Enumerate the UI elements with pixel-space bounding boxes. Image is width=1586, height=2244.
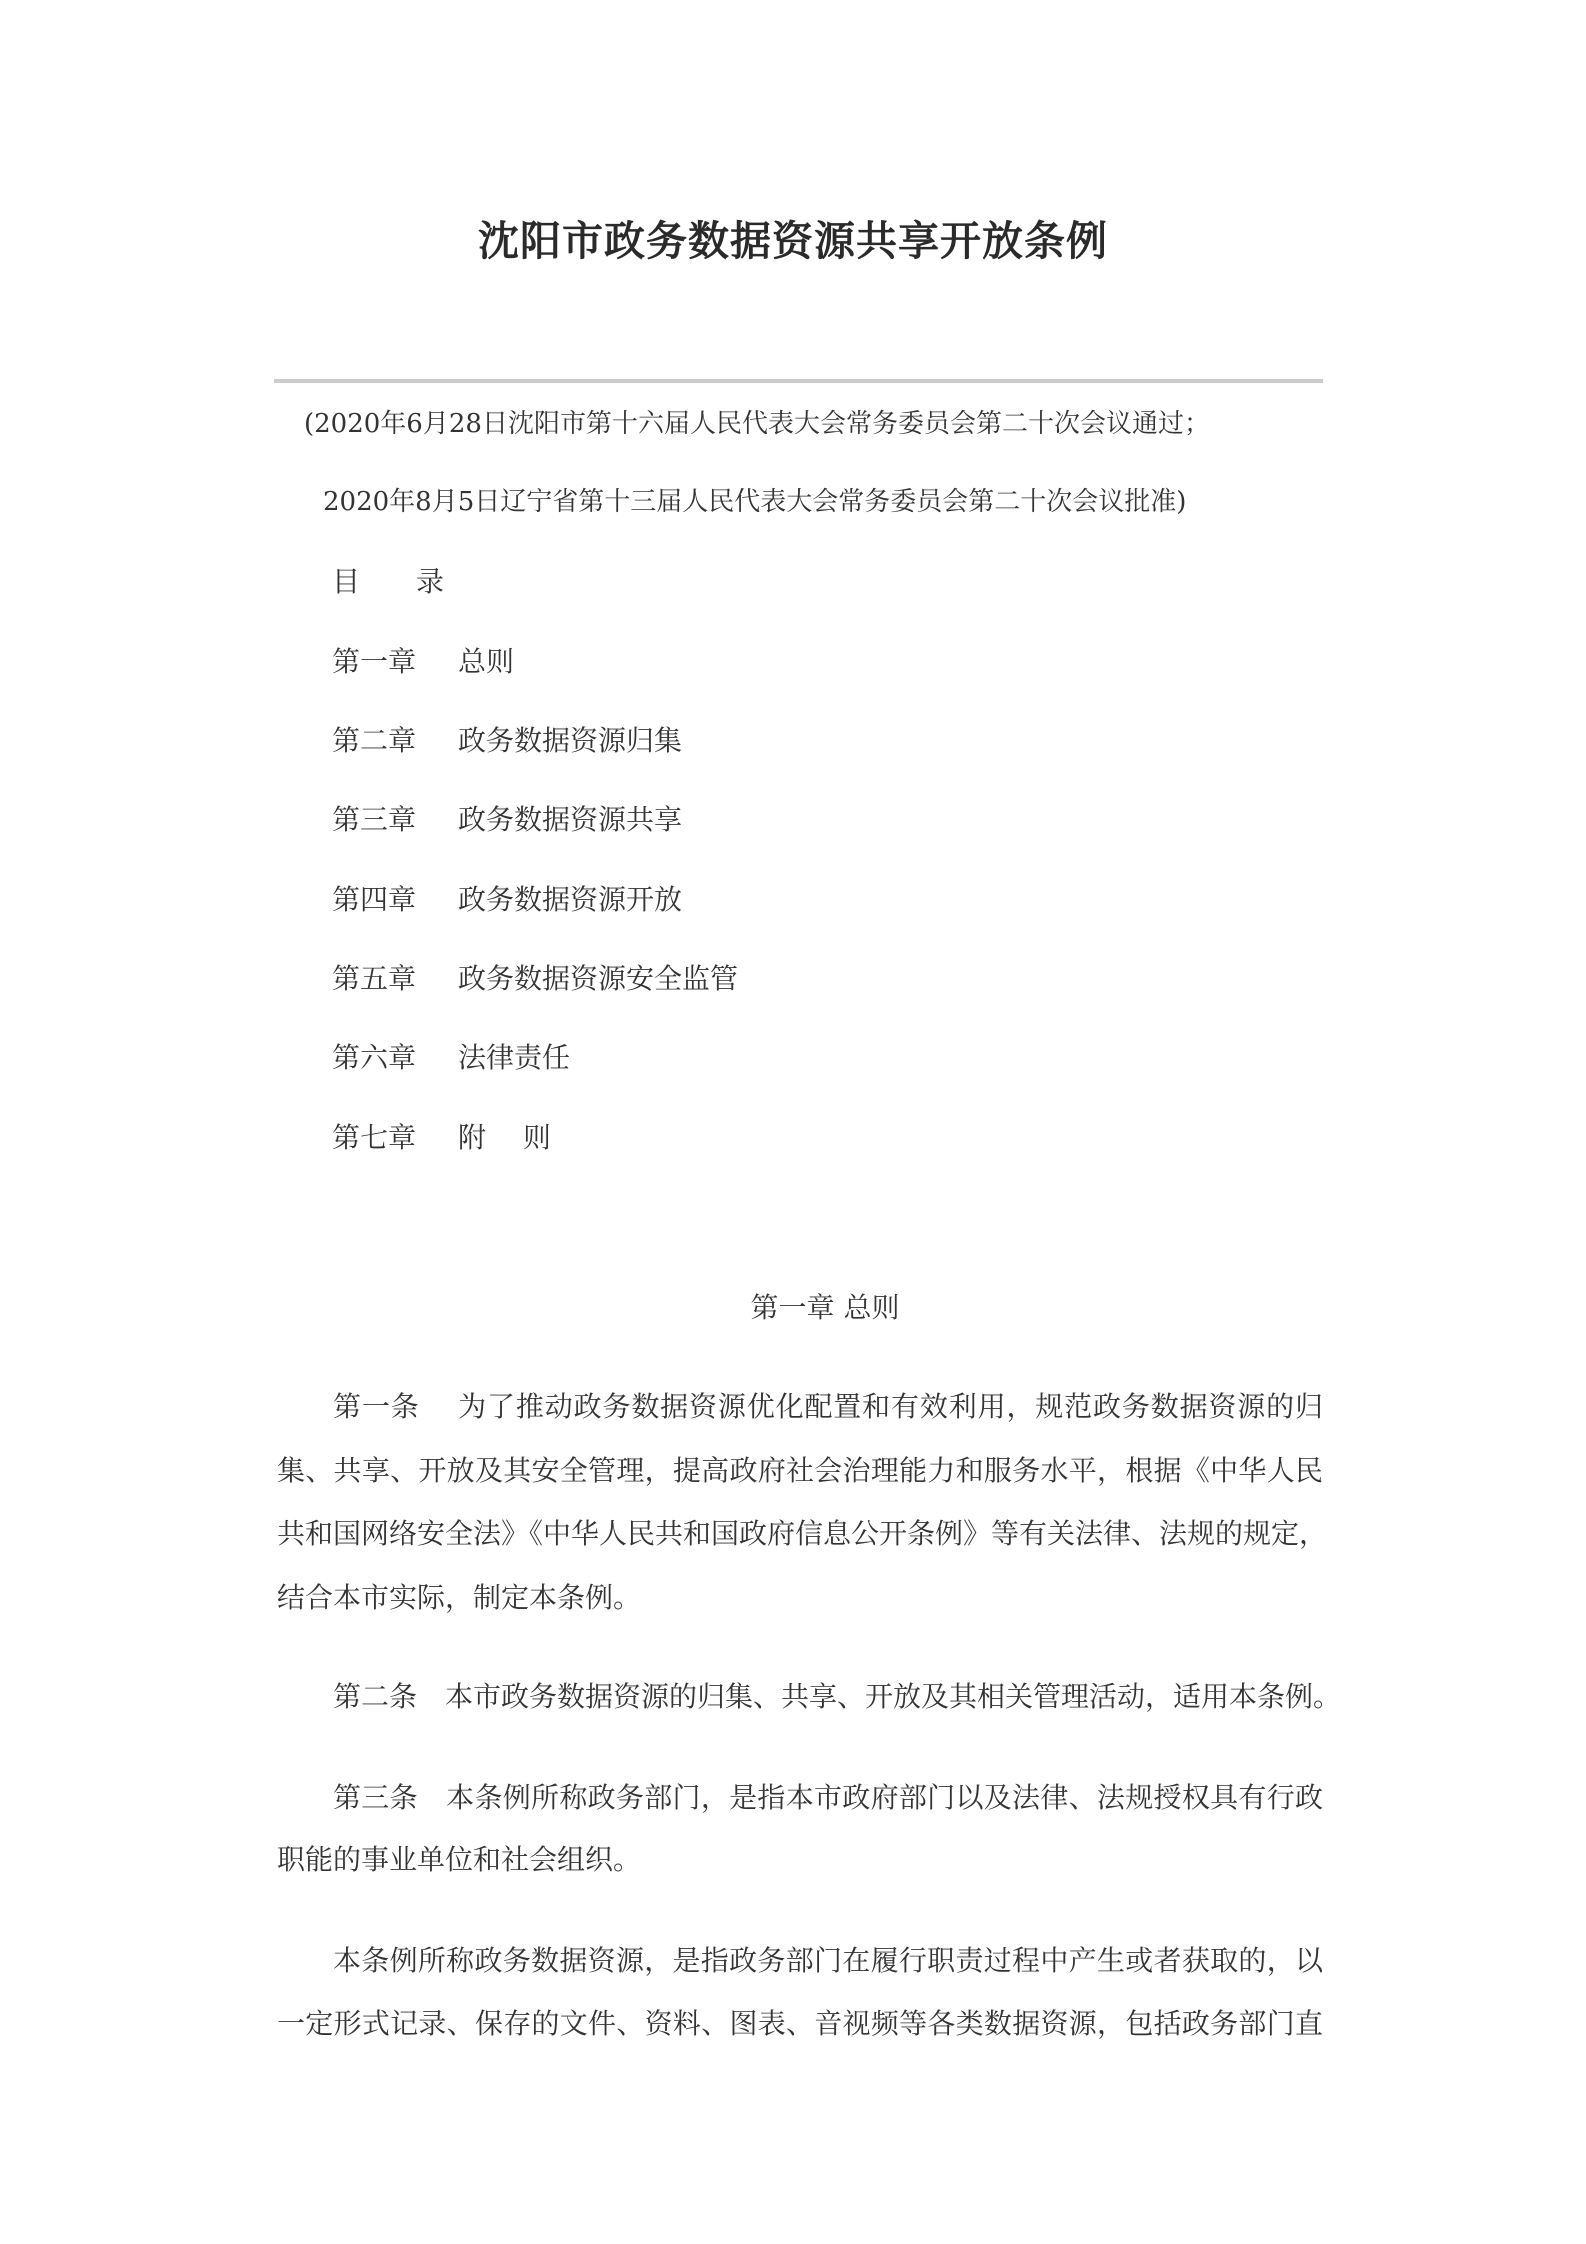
toc-chapter-name: 政务数据资源安全监管 (458, 962, 739, 995)
toc-chapter-name: 政务数据资源归集 (458, 724, 683, 757)
toc-heading: 目 录 (332, 565, 445, 598)
toc-chapter-name: 法律责任 (458, 1041, 571, 1074)
toc-chapter-number: 第三章 (332, 803, 417, 836)
document-title: 沈阳市政务数据资源共享开放条例 (478, 217, 1108, 265)
paragraph-line: 共和国网络安全法》《中华人民共和国政府信息公开条例》等有关法律、法规的规定， (277, 1517, 1328, 1550)
toc-chapter-number: 第一章 (332, 645, 417, 678)
chapter-heading: 第一章 总则 (750, 1291, 900, 1324)
toc-chapter-name: 附 则 (458, 1121, 551, 1154)
toc-chapter-number: 第七章 (332, 1121, 417, 1154)
paragraph-line: 第一条 为了推动政务数据资源优化配置和有效利用，规范政务数据资源的归 (333, 1390, 1323, 1423)
toc-chapter-number: 第六章 (332, 1041, 417, 1074)
toc-chapter-number: 第二章 (332, 724, 417, 757)
toc-chapter-number: 第四章 (332, 883, 417, 916)
paragraph-line: 第三条 本条例所称政务部门，是指本市政府部门以及法律、法规授权具有行政 (333, 1781, 1323, 1814)
title-divider (274, 379, 1323, 383)
approval-note-line-2: 2020年8月5日辽宁省第十三届人民代表大会常务委员会第二十次会议批准) (323, 487, 1187, 517)
toc-chapter-number: 第五章 (332, 962, 417, 995)
paragraph-line: 第二条 本市政务数据资源的归集、共享、开放及其相关管理活动，适用本条例。 (333, 1680, 1342, 1713)
toc-chapter-name: 政务数据资源开放 (458, 883, 683, 916)
toc-chapter-name: 政务数据资源共享 (458, 803, 683, 836)
approval-note-line-1: (2020年6月28日沈阳市第十六届人民代表大会常务委员会第二十次会议通过； (304, 409, 1210, 439)
paragraph-line: 一定形式记录、保存的文件、资料、图表、音视频等各类数据资源，包括政务部门直 (277, 2007, 1323, 2040)
paragraph-line: 本条例所称政务数据资源，是指政务部门在履行职责过程中产生或者获取的，以 (333, 1944, 1323, 1977)
paragraph-line: 集、共享、开放及其安全管理，提高政府社会治理能力和服务水平，根据《中华人民 (277, 1454, 1323, 1487)
toc-chapter-name: 总则 (458, 645, 515, 678)
paragraph-line: 结合本市实际，制定本条例。 (277, 1581, 642, 1614)
paragraph-line: 职能的事业单位和社会组织。 (277, 1843, 642, 1876)
